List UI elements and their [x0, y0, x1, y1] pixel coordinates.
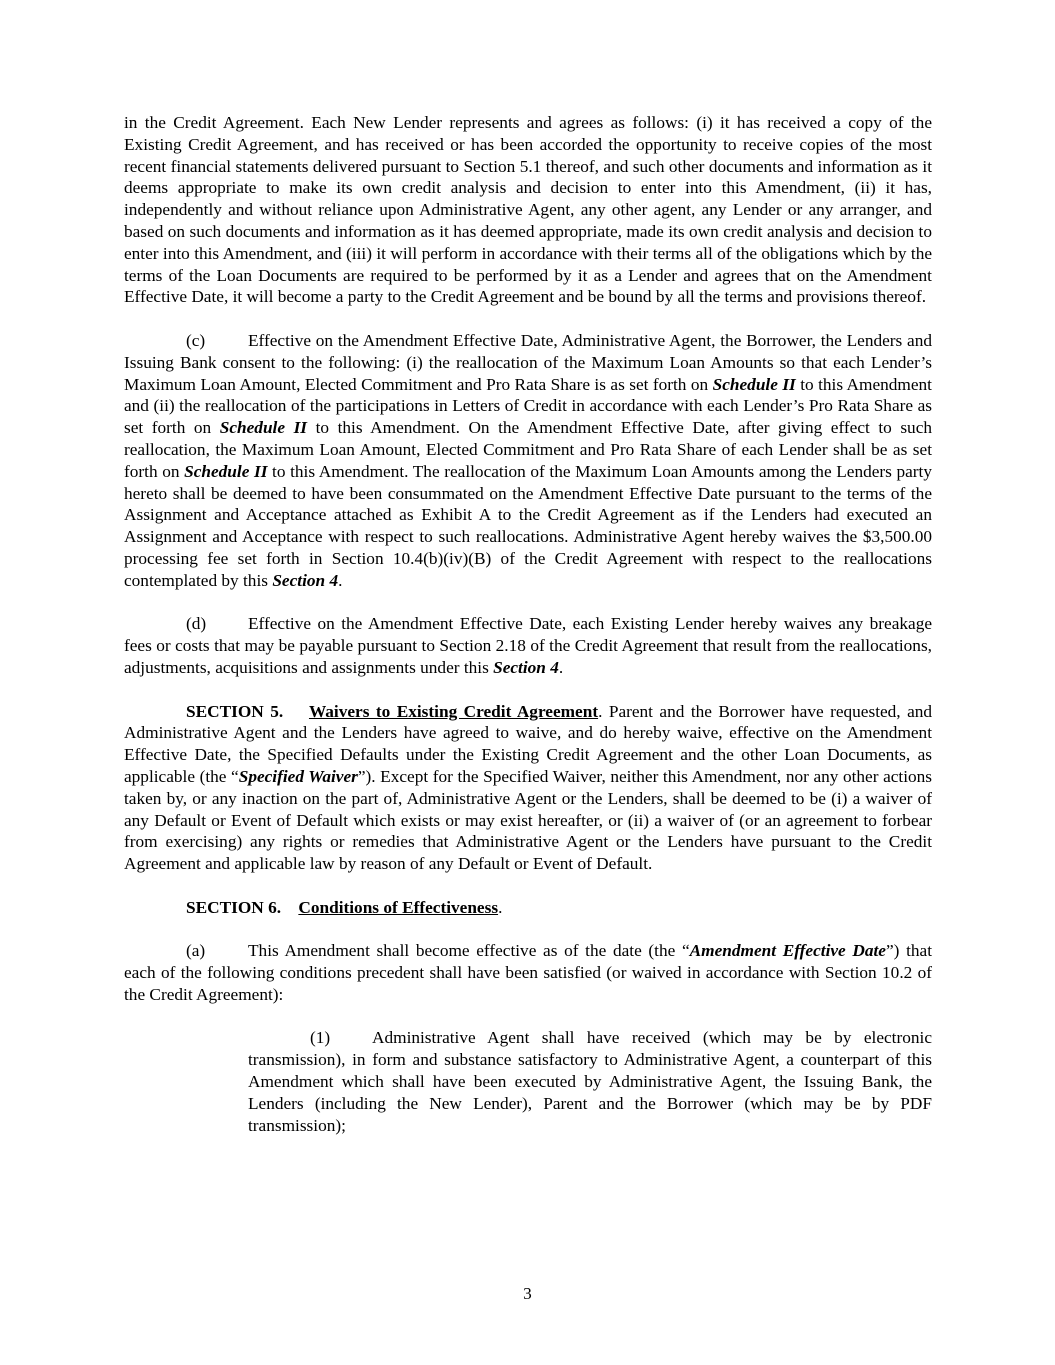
paragraph-d: (d) Effective on the Amendment Effective Date, each Existing Lender hereby waives any breakage fees or costs that may be payable pursuant to Section 2.18 of the Credit Agreement that result from the reallocations, adjustments, acquisitions and assignments under this Section 4.	[124, 614, 932, 677]
emphasis: Section 4	[493, 657, 559, 677]
emphasis: Amendment Effective Date	[689, 941, 886, 961]
paragraph-1: (1) Administrative Agent shall have received (which may be by electronic transmission), in form and substance satisfactory to Administrative Agent, a counterpart of this Amendment which shall have been executed by Administrative Agent, the Issuing Bank, the Lenders (including the New Lender), Parent and the Borrower (which may be by PDF transmission);	[248, 1028, 932, 1135]
emphasis: Specified Waiver	[238, 766, 358, 786]
page-number: 3	[523, 1284, 532, 1303]
paragraph-continuation: in the Credit Agreement. Each New Lender represents and agrees as follows: (i) it has received a copy of the Existing Credit Agreement, and has received or has been accorded the opportunity to receive copies of the most recent financial statements delivered pursuant to Section 5.1 thereof, and such other documents and information as it deems appropriate to make its own credit analysis and decision to enter into this Amendment, (ii) it has, independently and without reliance upon Administrative Agent, any other agent, any Lender or any arranger, and based on such documents and information as it has deemed appropriate, made its own credit analysis and decision to enter into this Amendment, and (iii) it will perform in accordance with their terms all of the obligations which by the terms of the Loan Documents are required to be performed by it as a Lender and agrees that on the Amendment Effective Date, it will become a party to the Credit Agreement and be bound by all the terms and provisions thereof.	[124, 113, 932, 307]
paragraph-label: (a)	[186, 941, 206, 961]
section-number: SECTION 6.	[186, 897, 282, 917]
emphasis: Section 4	[272, 570, 339, 590]
emphasis: Schedule II	[184, 461, 268, 481]
document-page	[124, 112, 932, 1158]
section-5: SECTION 5. Waivers to Existing Credit Agreement. Parent and the Borrower have requested, and Administrative Agent and the Lenders have agreed to waive, and do hereby waive, effective on the Amendment Effective Date, the Specified Defaults under the Existing Credit Agreement and the other Loan Documents, as applicable (the “Specified Waiver”). Except for the Specified Waiver, neither this Amendment, nor any other actions taken by, or any inaction on the part of, Administrative Agent or the Lenders, shall be deemed to be (i) a waiver of any Default or Event of Default which exists or may exist hereafter, or (ii) a waiver of (or an agreement to forbear from exercising) any rights or remedies that Administrative Agent or the Lenders have pursuant to the Credit Agreement and applicable law by reason of any Default or Event of Default.	[124, 701, 933, 874]
paragraph-label: (d)	[186, 614, 207, 634]
section-6: SECTION 6. Conditions of Effectiveness.	[186, 897, 503, 917]
paragraph-label: (c)	[186, 330, 206, 350]
paragraph-label: (1)	[310, 1028, 331, 1048]
section-title: Conditions of Effectiveness	[298, 897, 499, 917]
paragraph-a: (a) This Amendment shall become effective as of the date (the “Amendment Effective Date”) that each of the following conditions precedent shall have been satisfied (or waived in accordance with Section 10.2 of the Credit Agreement):	[124, 941, 932, 1004]
paragraph-c: (c) Effective on the Amendment Effective Date, Administrative Agent, the Borrower, the Lenders and Issuing Bank consent to the following: (i) the reallocation of the Maximum Loan Amounts so that each Lender’s Maximum Loan Amount, Elected Commitment and Pro Rata Share is as set forth on Schedule II to this Amendment and (ii) the reallocation of the participations in Letters of Credit in accordance with each Lender’s Pro Rata Share as set forth on Schedule II to this Amendment. On the Amendment Effective Date, after giving effect to such reallocation, the Maximum Loan Amount, Elected Commitment and Pro Rata Share of each Lender shall be as set forth on Schedule II to this Amendment. The reallocation of the Maximum Loan Amounts among the Lenders party hereto shall be deemed to have been consummated on the Amendment Effective Date pursuant to the terms of the Assignment and Acceptance attached as Exhibit A to the Credit Agreement as if the Lenders had executed an Assignment and Acceptance with respect to such reallocations. Administrative Agent hereby waives the $3,500.00 processing fee set forth in Section 10.4(b)(iv)(B) of the Credit Agreement with respect to the reallocations contemplated by this Section 4.	[124, 330, 933, 590]
section-number: SECTION 5.	[186, 701, 284, 721]
emphasis: Schedule II	[712, 374, 796, 394]
emphasis: Schedule II	[219, 418, 308, 438]
section-title: Waivers to Existing Credit Agreement	[308, 701, 599, 721]
